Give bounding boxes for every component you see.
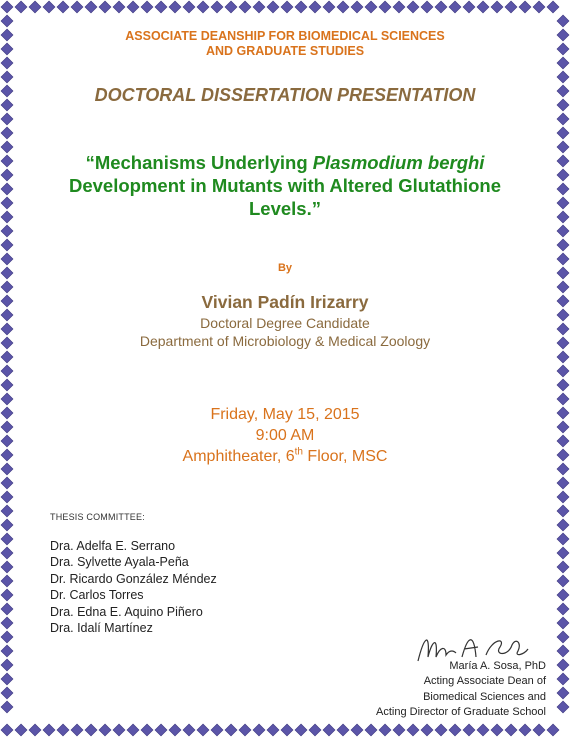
title-text-start: “Mechanisms Underlying bbox=[85, 152, 313, 173]
office-line-2: AND GRADUATE STUDIES bbox=[205, 44, 365, 58]
title-species-italic: Plasmodium berghi bbox=[312, 152, 485, 173]
candidate-role: Doctoral Degree Candidate bbox=[200, 315, 370, 331]
committee-member: Dra. Idalí Martínez bbox=[50, 621, 153, 636]
place-text-start: Amphitheater, 6 bbox=[182, 448, 295, 465]
event-time: 9:00 AM bbox=[255, 427, 315, 444]
committee-member: Dr. Carlos Torres bbox=[50, 588, 144, 603]
committee-label: THESIS COMMITTEE: bbox=[50, 512, 145, 522]
presentation-type: DOCTORAL DISSERTATION PRESENTATION bbox=[94, 85, 476, 105]
dissertation-title-line-3: Levels.” bbox=[249, 198, 321, 219]
signer-name: María A. Sosa, PhD bbox=[449, 660, 546, 672]
office-header bbox=[20, 29, 550, 59]
committee-member: Dra. Adelfa E. Serrano bbox=[50, 539, 176, 553]
signer-title-line-1: Acting Associate Dean of bbox=[423, 675, 546, 688]
committee-member-list bbox=[50, 538, 217, 636]
event-date: Friday, May 15, 2015 bbox=[210, 406, 360, 423]
committee-member: Dr. Ricardo González Méndez bbox=[50, 571, 217, 586]
place-text-end: Floor, MSC bbox=[302, 448, 388, 465]
signer-title-line-2: Biomedical Sciences and bbox=[423, 690, 546, 703]
dissertation-title bbox=[20, 151, 550, 220]
event-place bbox=[20, 447, 550, 467]
by-label: By bbox=[277, 262, 293, 274]
candidate-department: Department of Microbiology & Medical Zoology bbox=[139, 333, 431, 349]
dissertation-title-line-2: Development in Mutants with Altered Glutathione bbox=[68, 175, 502, 196]
signer-title-line-3: Acting Director of Graduate School bbox=[376, 705, 546, 718]
dissertation-title-line-1 bbox=[20, 151, 550, 174]
committee-member: Dra. Sylvette Ayala-Peña bbox=[50, 555, 189, 570]
signer-block bbox=[340, 659, 546, 720]
place-ordinal-suffix: th bbox=[294, 446, 303, 458]
office-line-1: ASSOCIATE DEANSHIP FOR BIOMEDICAL SCIENCES bbox=[125, 29, 445, 43]
committee-member: Dra. Edna E. Aquino Piñero bbox=[50, 604, 203, 619]
candidate-name: Vivian Padín Irizarry bbox=[201, 292, 369, 312]
